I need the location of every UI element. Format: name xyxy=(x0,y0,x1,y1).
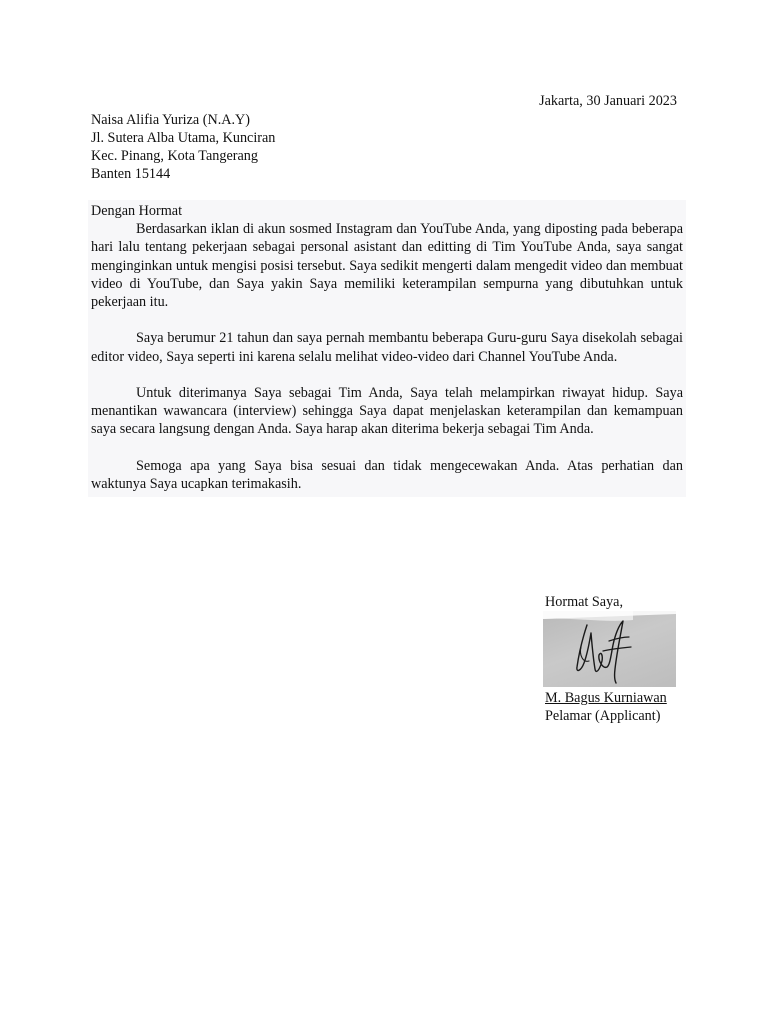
recipient-name: Naisa Alifia Yuriza (N.A.Y) xyxy=(91,112,251,128)
recipient-address xyxy=(91,111,275,183)
recipient-street: Jl. Sutera Alba Utama, Kunciran xyxy=(91,130,276,146)
body-paragraph-2: Saya berumur 21 tahun dan saya pernah membantu beberapa Guru-guru Saya disekolah sebagai editor video, Saya seperti ini karena selalu melihat video-video dari Channel YouTube Anda. xyxy=(91,330,683,365)
letter-body xyxy=(88,200,686,497)
signer-block xyxy=(545,689,667,725)
body-paragraph-4: Semoga apa yang Saya bisa sesuai dan tidak mengecewakan Anda. Atas perhatian dan waktunya Saya ucapkan terimakasih. xyxy=(91,457,683,492)
body-paragraph-3: Untuk diterimanya Saya sebagai Tim Anda, Saya telah melampirkan riwayat hidup. Saya menantikan wawancara (interview) sehingga Saya dapat menjelaskan keterampilan dan kemampuan saya secara langsung dengan Anda. Saya harap akan diterima bekerja sebagai Tim Anda. xyxy=(91,385,683,438)
signer-name: M. Bagus Kurniawan xyxy=(545,690,667,706)
recipient-province: Banten 15144 xyxy=(91,166,171,182)
signature-image xyxy=(543,611,676,687)
signer-role: Pelamar (Applicant) xyxy=(545,708,661,724)
recipient-district: Kec. Pinang, Kota Tangerang xyxy=(91,148,258,164)
closing-phrase: Hormat Saya, xyxy=(545,594,624,610)
letter-date: Jakarta, 30 Januari 2023 xyxy=(539,93,677,109)
salutation: Dengan Hormat xyxy=(91,203,183,219)
body-paragraph-1: Berdasarkan iklan di akun sosmed Instagram dan YouTube Anda, yang diposting pada beberapa hari lalu tentang pekerjaan sebagai personal asistant dan editting di Tim YouTube Anda, saya sangat menginginkan untuk mengisi posisi tersebut. Saya sedikit mengerti dalam mengedit video dan membuat video di YouTube, dan Saya yakin Saya memiliki keterampilan sempurna yang dibutuhkan untuk pekerjaan itu. xyxy=(91,221,683,311)
handwritten-signature xyxy=(543,611,676,687)
